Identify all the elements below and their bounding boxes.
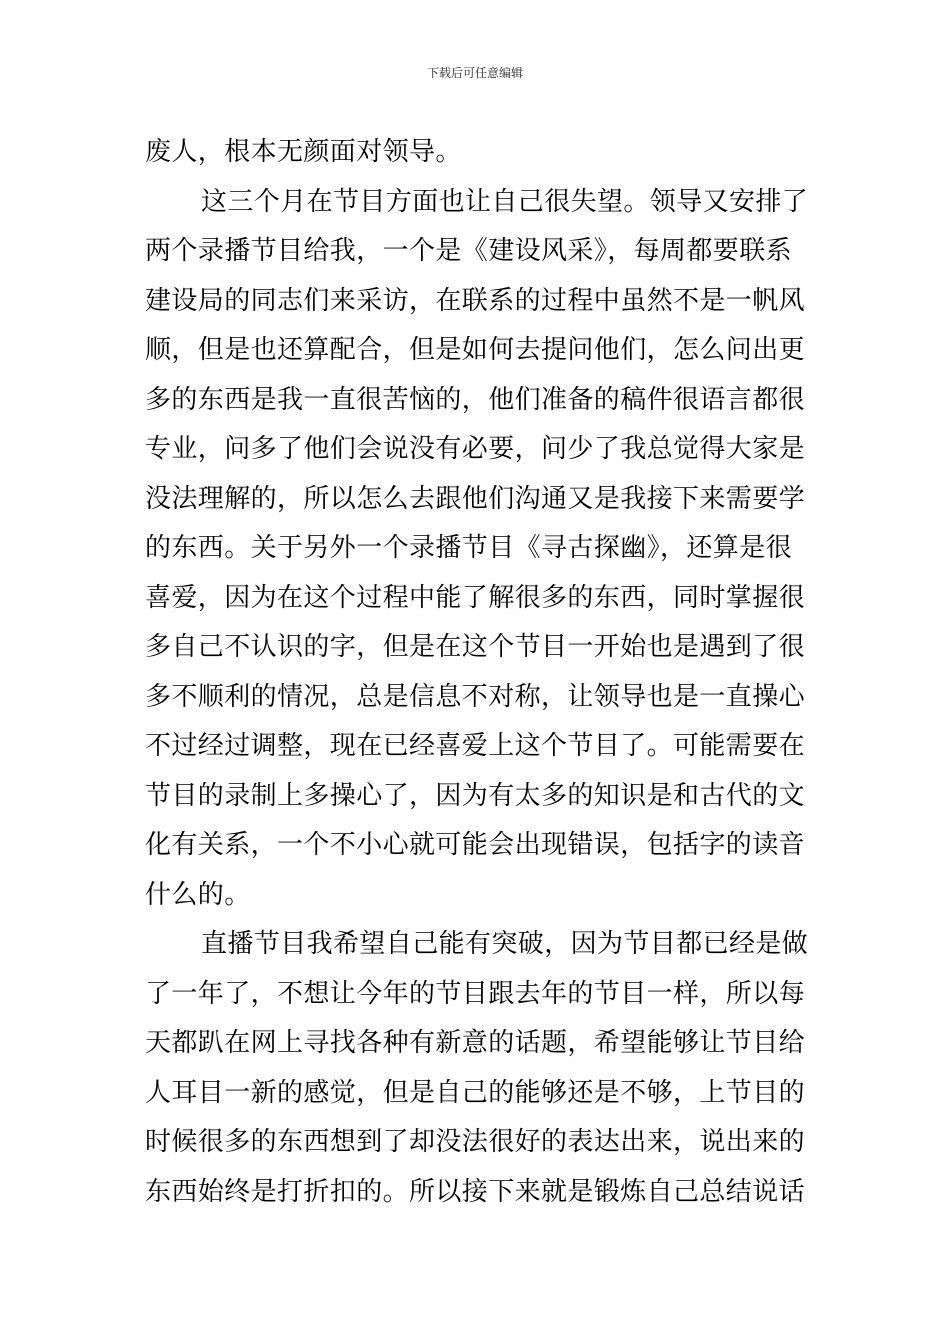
text-line: 没法理解的，所以怎么去跟他们沟通又是我接下来需要学 <box>145 483 806 514</box>
text-line: 喜爱，因为在这个过程中能了解很多的东西，同时掌握很 <box>145 582 806 613</box>
text-line: 人耳目一新的感觉，但是自己的能够还是不够，上节目的 <box>145 1077 806 1108</box>
paragraph-start-line: 直播节目我希望自己能有突破，因为节目都已经是做 <box>201 929 809 959</box>
page-header: 下载后可任意编辑 <box>426 66 523 80</box>
text-line: 的东西。关于另外一个录播节目《寻古探幽》，还算是很 <box>145 533 793 563</box>
text-line: 专业，问多了他们会说没有必要，问少了我总觉得大家是 <box>145 434 806 464</box>
text-line: 建设局的同志们来采访，在联系的过程中虽然不是一帆风 <box>145 285 806 316</box>
text-line: 东西始终是打折扣的。所以接下来就是锻炼自己总结说话 <box>145 1176 806 1207</box>
text-line: 多自己不认识的字，但是在这个节目一开始也是遇到了很 <box>145 632 806 662</box>
text-line: 废人，根本无颜面对领导。 <box>145 137 462 167</box>
text-line: 两个录播节目给我，一个是《建设风采》，每周都要联系 <box>145 236 793 266</box>
text-line: 节目的录制上多操心了，因为有太多的知识是和古代的文 <box>145 780 806 811</box>
text-line: 天都趴在网上寻找各种有新意的话题，希望能够让节目给 <box>145 1028 806 1058</box>
paragraph-start-line: 这三个月在节目方面也让自己很失望。领导又安排了 <box>201 186 809 217</box>
text-line: 多不顺利的情况，总是信息不对称，让领导也是一直操心 <box>145 681 806 712</box>
document-body <box>145 128 809 1217</box>
text-line: 了一年了，不想让今年的节目跟去年的节目一样，所以每 <box>145 978 806 1009</box>
text-line: 多的东西是我一直很苦恼的，他们准备的稿件很语言都很 <box>145 384 806 415</box>
text-line: 时候很多的东西想到了却没法很好的表达出来，说出来的 <box>145 1127 806 1157</box>
text-line: 不过经过调整，现在已经喜爱上这个节目了。可能需要在 <box>145 731 806 761</box>
text-line: 化有关系，一个不小心就可能会出现错误，包括字的读音 <box>145 830 806 860</box>
text-line: 什么的。 <box>145 879 251 910</box>
text-line: 顺，但是也还算配合，但是如何去提问他们，怎么问出更 <box>145 335 806 365</box>
